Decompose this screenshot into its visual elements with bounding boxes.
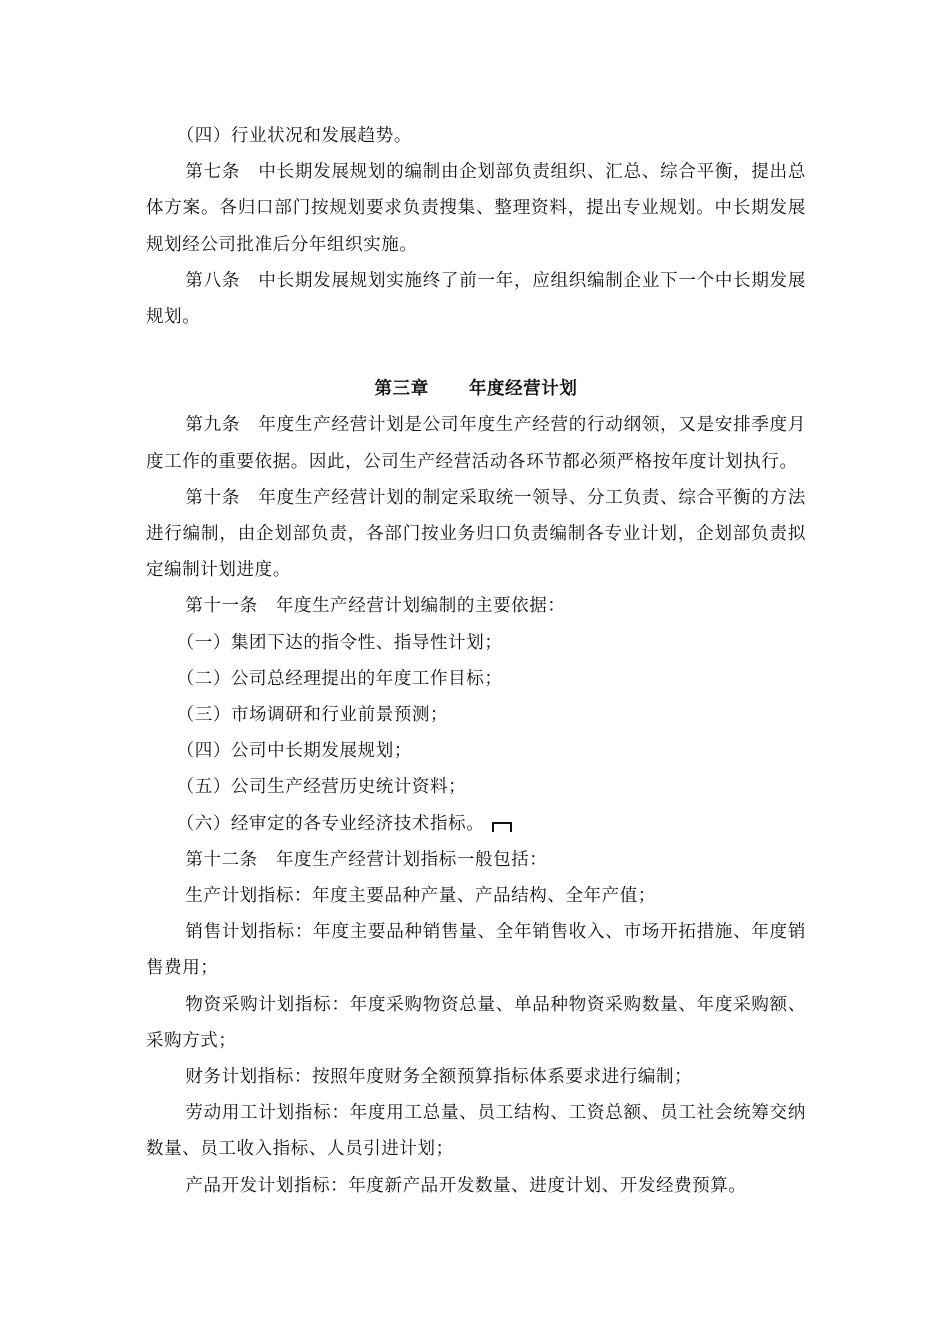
list-item-with-mark <box>146 806 806 842</box>
list-item-text: （六）经审定的各专业经济技术指标。 <box>176 813 485 834</box>
spacer <box>146 335 806 371</box>
paragraph-mark-icon <box>492 822 512 832</box>
indicator-production: 生产计划指标：年度主要品种产量、产品结构、全年产值； <box>185 886 656 907</box>
article-11: 第十一条 年度生产经营计划编制的主要依据： <box>185 596 566 617</box>
article-9: 第九条 年度生产经营计划是公司年度生产经营的行动纲领，又是安排季度月度工作的重要依据。因此，公司生产经营活动各环节都必须严格按年度计划执行。 <box>146 415 806 472</box>
list-item: （五）公司生产经营历史统计资料； <box>176 777 467 798</box>
indicator-finance: 财务计划指标：按照年度财务全额预算指标体系要求进行编制； <box>185 1067 693 1088</box>
chapter-number: 第三章 <box>374 379 429 400</box>
chapter-heading <box>146 371 806 407</box>
article-10: 第十条 年度生产经营计划的制定采取统一领导、分工负责、综合平衡的方法进行编制，由企划部负责，各部门按业务归口负责编制各专业计划，企划部负责拟定编制计划进度。 <box>146 487 806 581</box>
list-item: （四）公司中长期发展规划； <box>176 741 412 762</box>
indicator-procurement: 物资采购计划指标：年度采购物资总量、单品种物资采购数量、年度采购额、采购方式； <box>146 994 806 1051</box>
indicator-product-development: 产品开发计划指标：年度新产品开发数量、进度计划、开发经费预算。 <box>185 1175 747 1196</box>
document-page <box>146 118 806 1204</box>
article-7: 第七条 中长期发展规划的编制由企划部负责组织、汇总、综合平衡，提出总体方案。各归口部门按规划要求负责搜集、整理资料，提出专业规划。中长期发展规划经公司批准后分年组织实施。 <box>146 162 806 255</box>
list-item: （一）集团下达的指令性、指导性计划； <box>176 632 503 653</box>
article-12: 第十二条 年度生产经营计划指标一般包括： <box>185 849 548 870</box>
article-8: 第八条 中长期发展规划实施终了前一年，应组织编制企业下一个中长期发展规划。 <box>146 270 806 328</box>
chapter-title: 年度经营计划 <box>468 379 578 400</box>
indicator-labor: 劳动用工计划指标：年度用工总量、员工结构、工资总额、员工社会统筹交纳数量、员工收入指标、人员引进计划； <box>146 1103 806 1160</box>
list-item: （三）市场调研和行业前景预测； <box>176 705 449 726</box>
indicator-sales: 销售计划指标：年度主要品种销售量、全年销售收入、市场开拓措施、年度销售费用； <box>146 922 806 979</box>
list-item: （二）公司总经理提出的年度工作目标； <box>176 668 503 689</box>
paragraph-industry-status: （四）行业状况和发展趋势。 <box>176 126 412 146</box>
